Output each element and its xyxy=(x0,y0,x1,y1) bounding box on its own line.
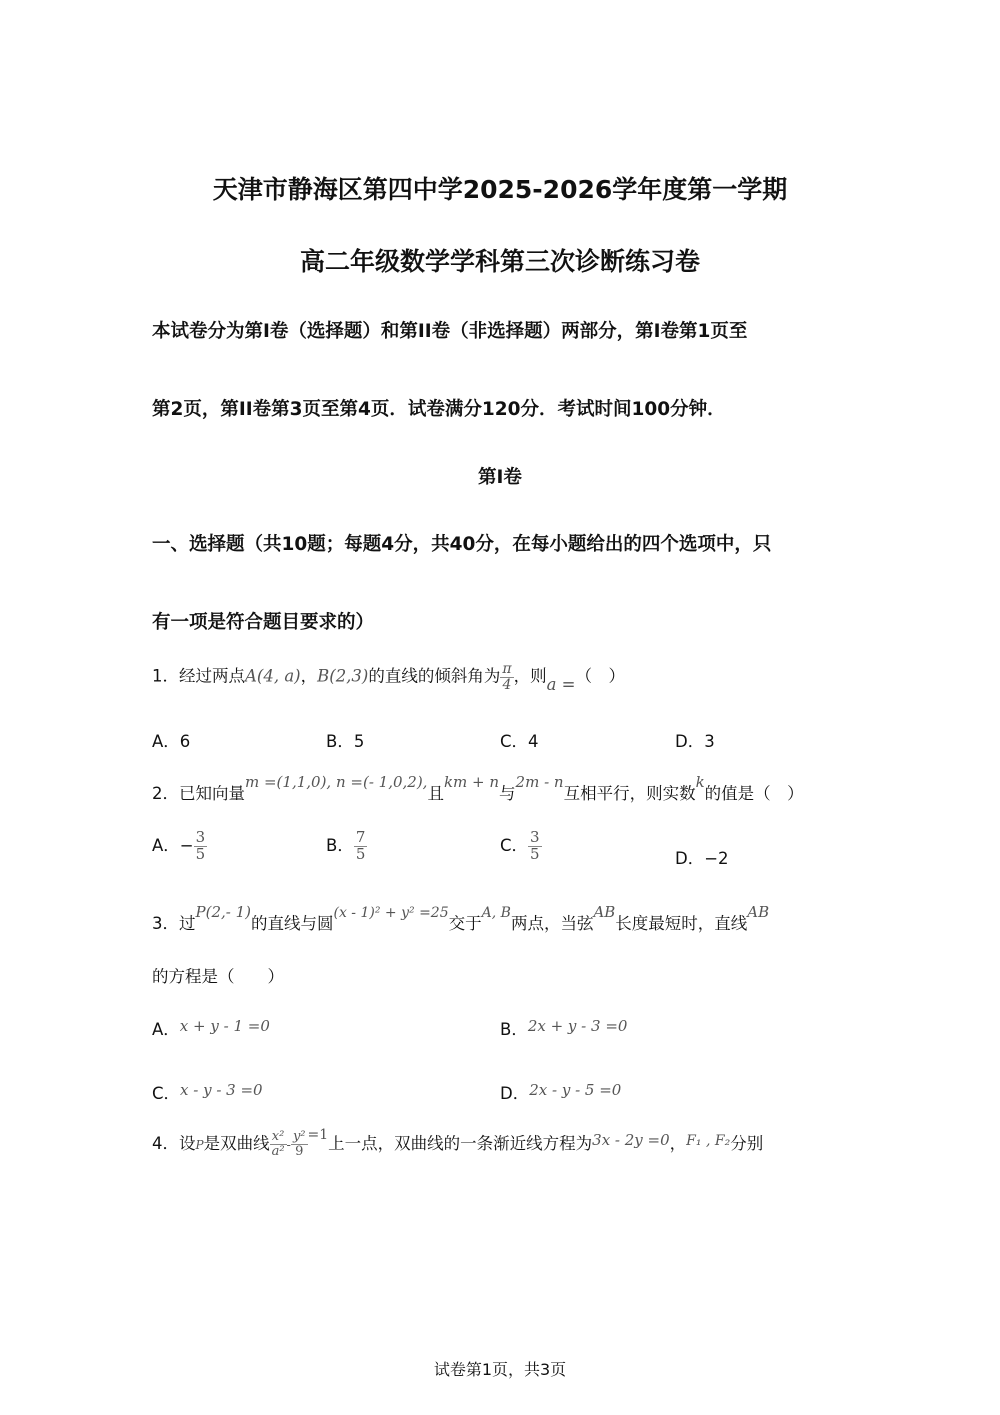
q4-minus: - xyxy=(286,1138,291,1153)
q3-option-b-label: B． xyxy=(500,1020,528,1039)
q4-text-5: 分别 xyxy=(730,1134,764,1153)
q1-option-c[interactable]: C．4 xyxy=(500,732,539,751)
section-instructions-line1: 一、选择题（共10题；每题4分，共40分，在每小题给出的四个选项中，只 xyxy=(152,534,772,555)
q4-eq: =1 xyxy=(307,1127,329,1143)
q1-frac-num: π xyxy=(502,661,512,677)
q3-option-c[interactable] xyxy=(152,1076,263,1103)
q1-sep: ， xyxy=(300,666,318,686)
q3-chord-2: AB xyxy=(747,903,770,921)
question-2 xyxy=(152,768,804,803)
q2-option-b-den: 5 xyxy=(355,844,366,863)
q1-text-4: （ ） xyxy=(575,666,625,686)
q2-text-4: 互相平行，则实数 xyxy=(563,784,696,803)
q1-point-b: B(2,3) xyxy=(317,666,369,686)
q4-text-3: 上一点，双曲线的一条渐近线方程为 xyxy=(328,1134,593,1153)
q3-circle: (x - 1)² + y² =25 xyxy=(333,905,449,921)
q2-text-5: 的值是（ ） xyxy=(704,784,804,803)
q4-text-1: 4．设 xyxy=(152,1134,196,1153)
q4-var: P xyxy=(195,1138,204,1152)
q3-option-c-eq: x - y - 3 =0 xyxy=(180,1081,263,1099)
q2-option-b-num: 7 xyxy=(355,828,366,846)
q3-points: A, B xyxy=(481,905,511,921)
q2-option-a-den: 5 xyxy=(195,844,206,863)
q3-chord-1: AB xyxy=(593,903,616,921)
q2-option-a-label: A．− xyxy=(152,835,194,855)
q2-expr-2: 2m - n xyxy=(515,773,564,791)
q3-text-1: 3．过 xyxy=(152,914,196,933)
q1-text-3: ，则 xyxy=(513,666,547,686)
question-1 xyxy=(152,662,625,692)
q2-option-b-fraction xyxy=(354,830,368,863)
q2-text-3: 与 xyxy=(499,784,516,803)
q1-angle-fraction xyxy=(500,662,513,692)
q1-point-a: A(4, a) xyxy=(245,666,301,686)
q4-text-2: 是双曲线 xyxy=(203,1134,270,1153)
q1-text-1: 1．经过两点 xyxy=(152,666,245,686)
exam-title-line2: 高二年级数学学科第三次诊断练习卷 xyxy=(299,247,700,276)
exam-title-line1: 天津市静海区第四中学2025-2026学年度第一学期 xyxy=(212,175,788,204)
q2-text-1: 2．已知向量 xyxy=(152,784,245,803)
q4-fraction-x-num: x² xyxy=(270,1130,287,1145)
q4-fraction-x-den: a² xyxy=(271,1144,285,1159)
q2-option-c-num: 3 xyxy=(530,828,540,846)
page-footer: 试卷第1页，共3页 xyxy=(433,1360,567,1379)
q4-foci: F₁ , F₂ xyxy=(686,1133,731,1149)
q1-frac-den: 4 xyxy=(502,676,512,693)
q4-asymptote: 3x - 2y =0 xyxy=(592,1131,670,1149)
q4-text-4: ， xyxy=(669,1134,687,1153)
q2-expr-1: km + n xyxy=(443,773,500,791)
q1-option-d[interactable]: D．3 xyxy=(675,732,715,751)
q3-option-d-eq: 2x - y - 5 =0 xyxy=(529,1081,622,1099)
q4-fraction-y xyxy=(291,1130,308,1158)
q3-option-b-eq: 2x + y - 3 =0 xyxy=(527,1017,628,1035)
question-4 xyxy=(152,1127,764,1159)
q4-fraction-y-den: 9 xyxy=(295,1144,304,1159)
q4-fraction-y-num: y² xyxy=(292,1129,306,1145)
section-instructions-line2: 有一项是符合题目要求的） xyxy=(152,612,375,633)
q3-option-b[interactable] xyxy=(500,1012,628,1039)
q3-option-d-label: D． xyxy=(500,1084,530,1103)
q3-text-4: 两点，当弦 xyxy=(510,914,594,933)
q2-option-b-label: B． xyxy=(326,835,354,855)
q2-text-2: 且 xyxy=(427,784,444,803)
q3-option-a[interactable] xyxy=(152,1012,270,1039)
q4-fraction-x xyxy=(270,1130,287,1158)
q1-option-b[interactable]: B．5 xyxy=(326,732,365,751)
q2-option-a[interactable] xyxy=(152,830,207,863)
q2-option-c-den: 5 xyxy=(530,844,540,863)
q3-option-c-label: C． xyxy=(152,1084,181,1103)
q3-option-a-eq: x + y - 1 =0 xyxy=(179,1017,270,1035)
q3-option-a-label: A． xyxy=(152,1020,180,1039)
q2-option-a-num: 3 xyxy=(195,828,206,846)
q2-vectors: m =(1,1,0), n =(- 1,0,2), xyxy=(245,773,428,791)
q3-line-2: 的方程是（ ） xyxy=(152,967,284,986)
section-heading: 第I卷 xyxy=(478,467,522,488)
q1-var: a = xyxy=(546,674,576,694)
q2-option-c[interactable] xyxy=(500,830,542,863)
q2-option-a-fraction xyxy=(194,830,208,863)
q2-option-b[interactable] xyxy=(326,830,367,863)
intro-line1: 本试卷分为第I卷（选择题）和第II卷（非选择题）两部分，第I卷第1页至 xyxy=(152,321,748,342)
q3-text-5: 长度最短时，直线 xyxy=(615,914,748,933)
q2-option-d[interactable]: D．−2 xyxy=(675,849,729,868)
q2-option-c-label: C． xyxy=(500,835,529,855)
question-3 xyxy=(152,898,770,933)
q3-option-d[interactable] xyxy=(500,1076,622,1103)
q1-text-2: 的直线的倾斜角为 xyxy=(368,666,501,686)
q3-text-2: 的直线与圆 xyxy=(251,914,334,933)
intro-line2: 第2页，第II卷第3页至第4页．试卷满分120分．考试时间100分钟． xyxy=(152,399,726,420)
q3-point-p: P(2,- 1) xyxy=(195,903,251,921)
q2-var: k xyxy=(695,773,705,791)
q2-option-c-fraction xyxy=(528,830,542,863)
q1-option-a[interactable]: A．6 xyxy=(152,732,191,751)
q3-text-3: 交于 xyxy=(448,914,482,933)
